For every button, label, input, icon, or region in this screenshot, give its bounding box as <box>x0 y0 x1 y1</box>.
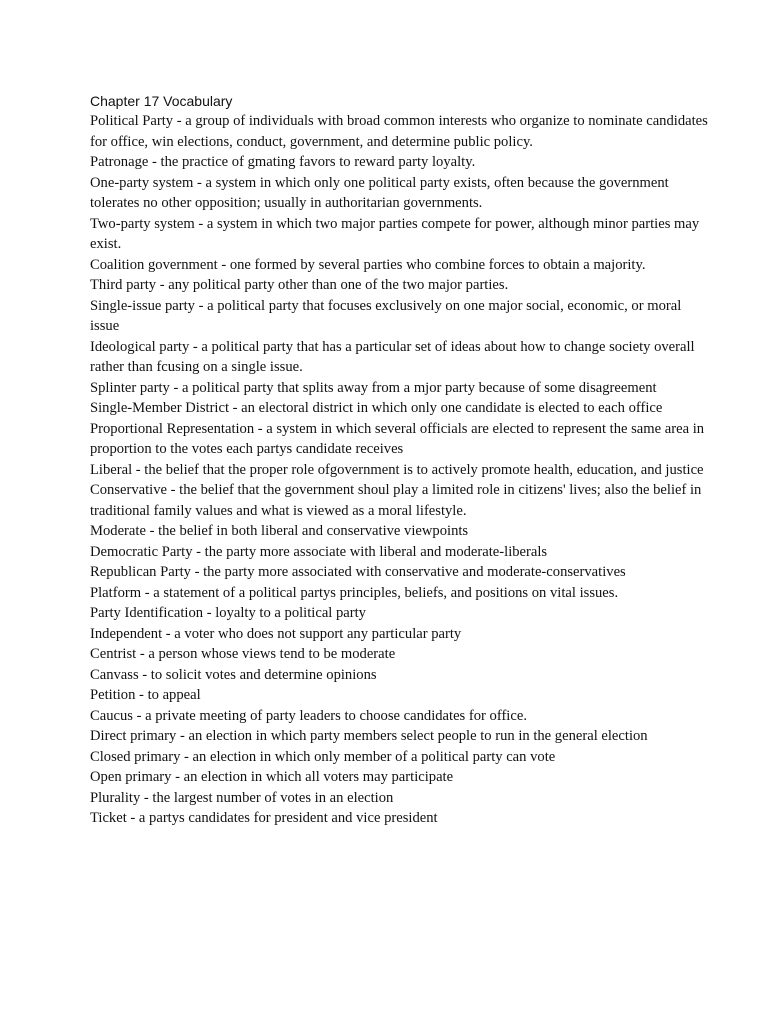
vocab-entry-single-member-district: Single-Member District - an electoral district in which only one candidate is elected to each office <box>90 400 663 416</box>
vocab-entry-canvass: Canvass - to solicit votes and determine opinions <box>90 666 377 683</box>
vocab-entry-third-party: Third party - any political party other than one of the two major parties. <box>90 277 509 293</box>
vocab-entry-ticket: Ticket - a partys candidates for president and vice president <box>90 810 438 826</box>
vocab-entry-coalition-government: Coalition government - one formed by several parties who combine forces to obtain a majority. <box>90 256 646 273</box>
vocab-entry-political-party: Political Party - a group of individuals with broad common interests who organize to nominate candidates for office, win elections, conduct, government, and determine public policy. <box>90 113 708 150</box>
vocab-entry-closed-primary: Closed primary - an election in which only member of a political party can vote <box>90 748 556 765</box>
vocab-entry-party-identification: Party Identification - loyalty to a political party <box>90 605 366 621</box>
vocab-entry-single-issue-party: Single-issue party - a political party that focuses exclusively on one major social, economic, or moral issue <box>90 297 682 334</box>
vocab-entry-centrist: Centrist - a person whose views tend to be moderate <box>90 646 396 662</box>
vocab-entry-platform: Platform - a statement of a political partys principles, beliefs, and positions on vital issues. <box>90 584 619 601</box>
vocab-entry-two-party-system: Two-party system - a system in which two major parties compete for power, although minor parties may exist. <box>90 215 700 252</box>
vocab-entry-caucus: Caucus - a private meeting of party leaders to choose candidates for office. <box>90 707 527 724</box>
vocab-entry-open-primary: Open primary - an election in which all voters may participate <box>90 769 454 785</box>
vocab-entry-independent: Independent - a voter who does not support any particular party <box>90 625 462 642</box>
vocab-entry-democratic-party: Democratic Party - the party more associate with liberal and moderate-liberals <box>90 543 548 560</box>
vocab-entry-patronage: Patronage - the practice of gmating favors to reward party loyalty. <box>90 154 476 170</box>
vocab-entry-splinter-party: Splinter party - a political party that splits away from a mjor party because of some disagreement <box>90 379 657 396</box>
vocab-entry-republican-party: Republican Party - the party more associated with conservative and moderate-conservatives <box>90 564 626 580</box>
vocab-entry-petition: Petition - to appeal <box>90 687 201 703</box>
document-title: Chapter 17 Vocabulary <box>90 93 233 109</box>
vocabulary-list <box>90 111 710 829</box>
vocab-entry-plurality: Plurality - the largest number of votes in an election <box>90 789 394 806</box>
vocab-entry-moderate: Moderate - the belief in both liberal and conservative viewpoints <box>90 523 469 539</box>
vocab-entry-ideological-party: Ideological party - a political party that has a particular set of ideas about how to change society overall rather than fcusing on a single issue. <box>90 338 695 375</box>
vocab-entry-direct-primary: Direct primary - an election in which party members select people to run in the general election <box>90 728 648 744</box>
vocab-entry-liberal: Liberal - the belief that the proper role ofgovernment is to actively promote health, education, and justice <box>90 461 704 478</box>
vocab-entry-proportional-representation: Proportional Representation - a system in which several officials are elected to represent the same area in proportion to the votes each partys candidate receives <box>90 420 705 457</box>
document-page <box>90 91 710 829</box>
vocab-entry-conservative: Conservative - the belief that the government shoul play a limited role in citizens' lives; also the belief in traditional family values and what is viewed as a moral lifestyle. <box>90 482 702 519</box>
vocab-entry-one-party-system: One-party system - a system in which only one political party exists, often because the government tolerates no other opposition; usually in authoritarian governments. <box>90 174 669 211</box>
